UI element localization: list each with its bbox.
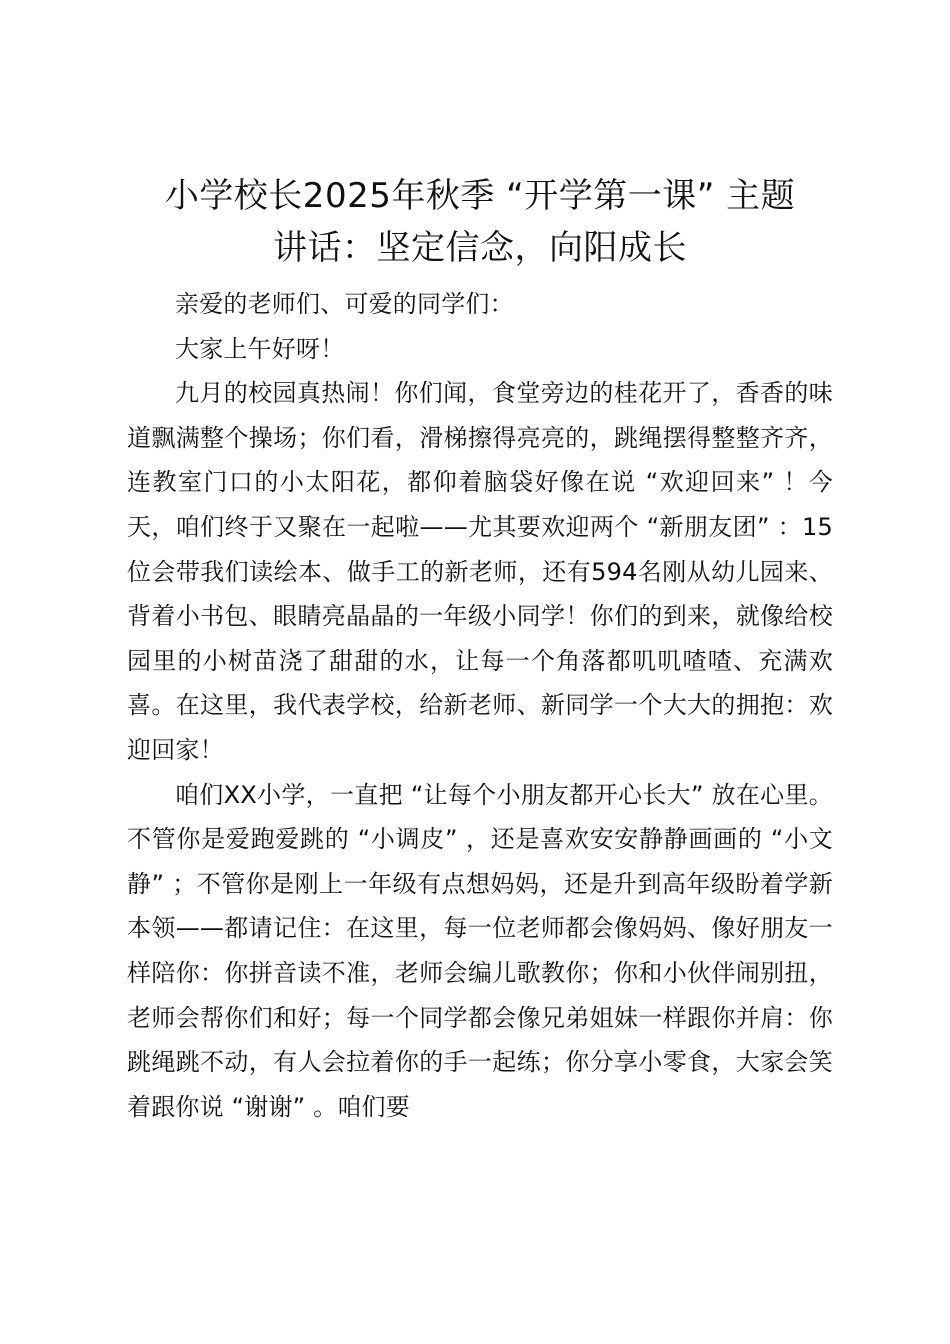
document-page bbox=[127, 170, 833, 1129]
salutation-paragraph: 亲爱的老师们、可爱的同学们： bbox=[175, 290, 514, 318]
document-body bbox=[127, 282, 833, 1129]
greeting-paragraph: 大家上午好呀！ bbox=[175, 334, 345, 363]
body-paragraph-2: 咱们XX小学，一直把 “让每个小朋友都开心长大” 放在心里。不管你是爱跑爱跳的 “小调皮” ，还是喜欢安安静静画画的 “小文静” ；不管你是刚上一年级有点想妈妈，还是升到高年级盼着学新本领——都请记住：在这里，每一位老师都会像妈妈、像好朋友一样陪你：你拼音读不准，老师会编儿歌教你；你和小伙伴闹别扭，老师会帮你们和好；每一个同学都会像兄弟姐妹一样跟你并肩：你跳绳跳不动，有人会拉着你的手一起练；你分享小零食，大家会笑着跟你说 “谢谢” 。咱们要 bbox=[127, 780, 833, 1121]
body-paragraph-1: 九月的校园真热闹！你们闻，食堂旁边的桂花开了，香香的味道飘满整个操场；你们看，滑梯擦得亮亮的，跳绳摆得整整齐齐，连教室门口的小太阳花，都仰着脑袋好像在说 “欢迎回来” ！今天，咱们终于又聚在一起啦——尤其要欢迎两个 “新朋友团” ：15位会带我们读绘本、做手工的新老师，还有594名刚从幼儿园来、背着小书包、眼睛亮晶晶的一年级小同学！你们的到来，就像给校园里的小树苗浇了甜甜的水，让每一个角落都叽叽喳喳、充满欢喜。在这里，我代表学校，给新老师、新同学一个大大的拥抱：欢迎回家！ bbox=[127, 379, 833, 764]
title-line-1: 小学校长2025年秋季 “开学第一课” 主题 bbox=[164, 176, 796, 216]
title-line-2: 讲话：坚定信念，向阳成长 bbox=[273, 228, 687, 268]
document-title bbox=[127, 170, 833, 274]
